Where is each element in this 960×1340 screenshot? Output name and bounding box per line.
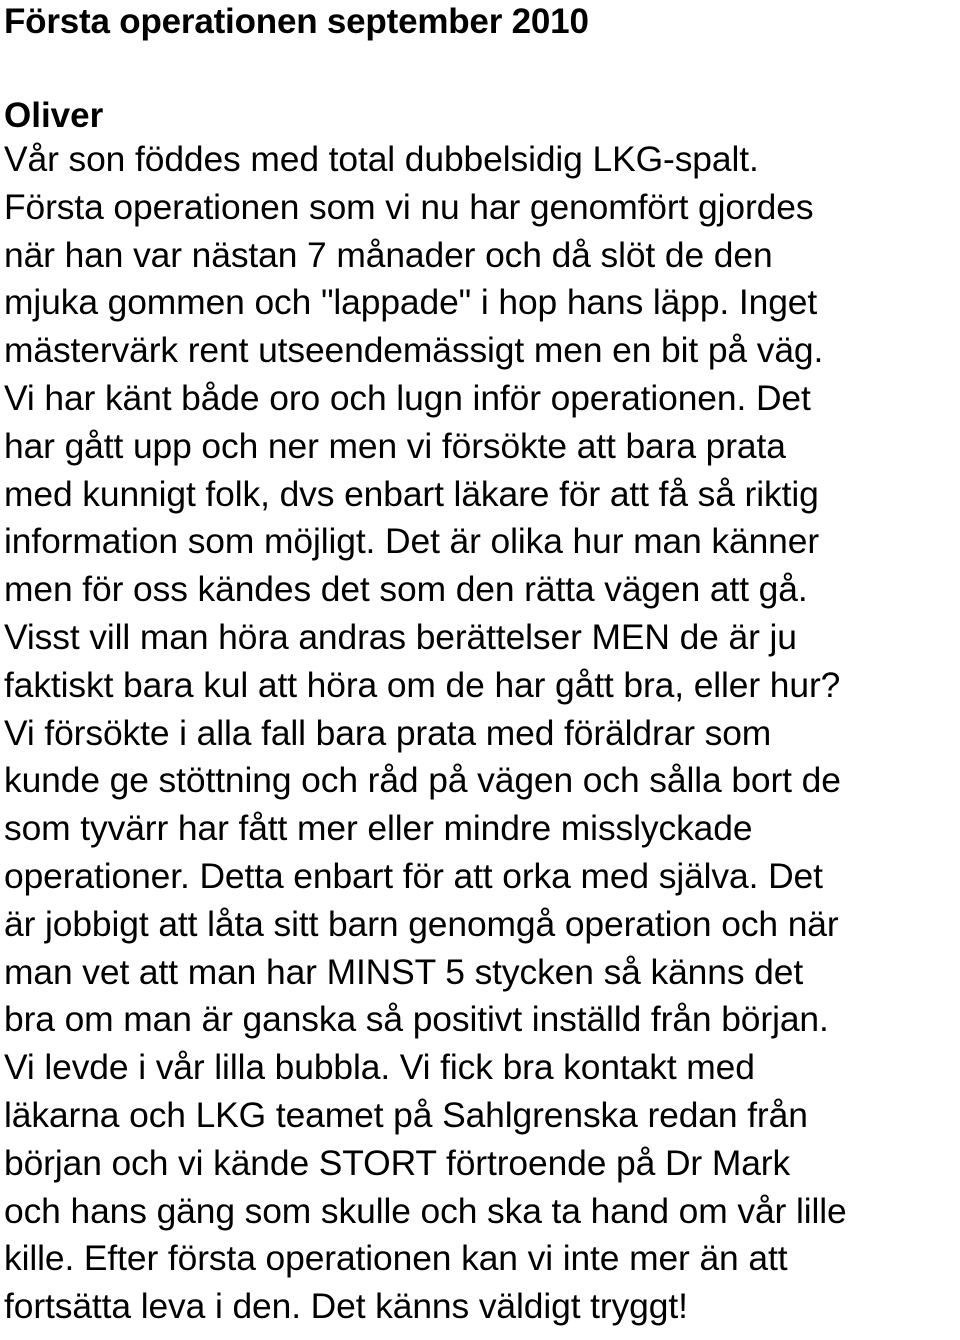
document-page [4, 0, 958, 1331]
section-heading: Oliver [4, 96, 104, 135]
text-line: faktiskt bara kul att höra om de har gått bra, eller hur? [4, 664, 841, 705]
body-paragraph [4, 136, 958, 1331]
text-line: Visst vill man höra andras berättelser MEN de är ju [4, 616, 797, 657]
text-line: är jobbigt att låta sitt barn genomgå operation och när [4, 903, 839, 944]
document-title: Första operationen september 2010 [4, 2, 589, 41]
text-line: när han var nästan 7 månader och då slöt de den [4, 234, 773, 275]
text-line: Vi har känt både oro och lugn inför operationen. Det [4, 377, 811, 418]
text-line: Vi försökte i alla fall bara prata med föräldrar som [4, 712, 772, 753]
text-line: och hans gäng som skulle och ska ta hand om vår lille [4, 1190, 847, 1231]
text-line: Vår son föddes med total dubbelsidig LKG-spalt. [4, 139, 759, 179]
text-line: men för oss kändes det som den rätta vägen att gå. [4, 569, 808, 610]
text-line: som tyvärr har fått mer eller mindre misslyckade [4, 808, 753, 849]
text-line: med kunnigt folk, dvs enbart läkare för att få så riktig [4, 473, 819, 514]
text-line: mästervärk rent utseendemässigt men en bit på väg. [4, 330, 824, 371]
text-line: kunde ge stöttning och råd på vägen och sålla bort de [4, 760, 841, 801]
text-line: kille. Efter första operationen kan vi inte mer än att [4, 1238, 788, 1279]
text-line: man vet att man har MINST 5 stycken så känns det [4, 951, 804, 992]
text-line: bra om man är ganska så positivt inställd från början. [4, 999, 829, 1040]
text-line: Vi levde i vår lilla bubbla. Vi fick bra kontakt med [4, 1047, 755, 1088]
text-line: början och vi kände STORT förtroende på Dr Mark [4, 1142, 791, 1183]
text-line: Första operationen som vi nu har genomfört gjordes [4, 186, 814, 227]
text-line: läkarna och LKG teamet på Sahlgrenska redan från [4, 1094, 808, 1135]
text-line: operationer. Detta enbart för att orka med själva. Det [4, 855, 823, 896]
text-line: mjuka gommen och "lappade" i hop hans läpp. Inget [4, 282, 818, 323]
text-line: fortsätta leva i den. Det känns väldigt tryggt! [4, 1286, 688, 1327]
text-line: information som möjligt. Det är olika hur man känner [4, 521, 820, 562]
text-line: har gått upp och ner men vi försökte att bara prata [4, 425, 786, 466]
